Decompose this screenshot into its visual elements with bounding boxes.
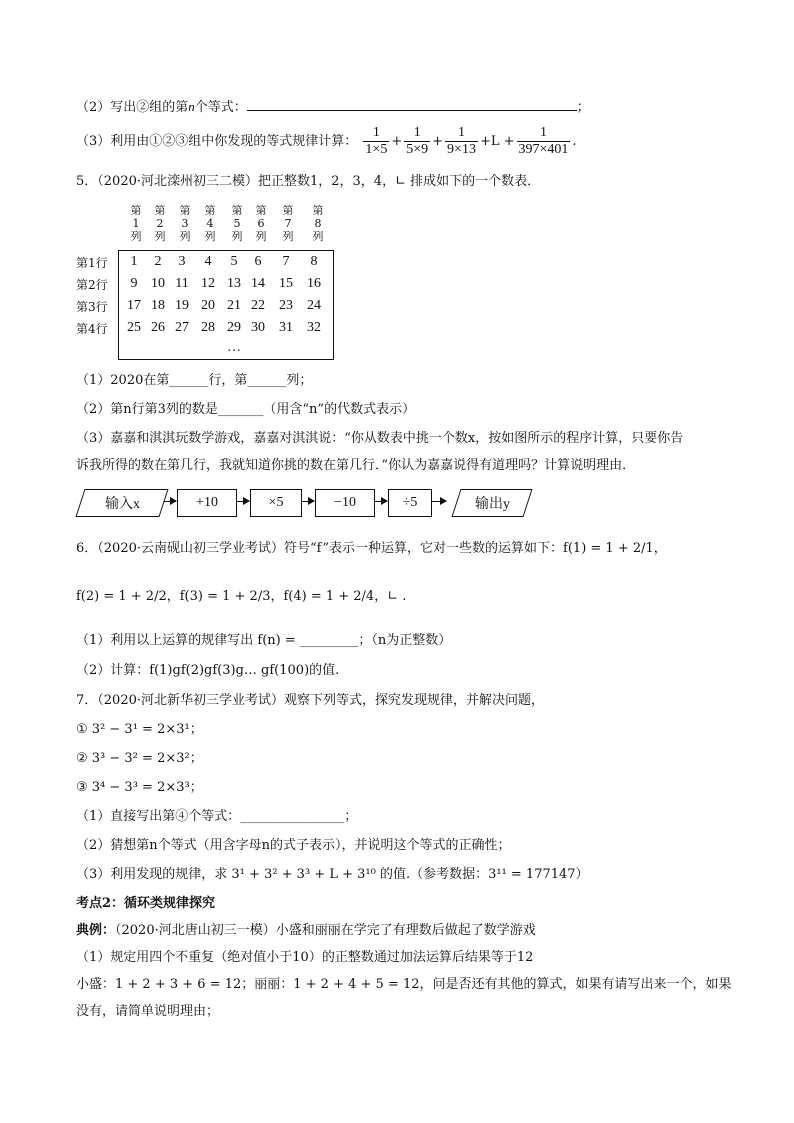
text: 1 <box>132 217 140 230</box>
row-label: 第3行 <box>76 300 108 314</box>
text: 列 <box>282 230 294 243</box>
table-ellipsis: … <box>227 340 241 355</box>
text: 7 <box>284 217 292 230</box>
text: 5 <box>233 217 241 230</box>
text: 列 <box>130 230 142 243</box>
flow-arrow <box>237 501 249 502</box>
table-cell: 29 <box>227 320 241 335</box>
denominator: 397×401 <box>518 142 569 157</box>
q7-equation-1: ① 3² − 3¹ = 2×3¹； <box>76 722 203 737</box>
row-label: 第1行 <box>76 256 108 270</box>
section-title: 考点2：循环类规律探究 <box>76 896 216 911</box>
numerator: 1 <box>539 125 547 140</box>
table-cell: 12 <box>201 276 215 291</box>
fraction <box>363 125 389 158</box>
text: 个等式： <box>194 100 247 115</box>
q5-part3-line2: 诉我所得的数在第几行，我就知道你挑的数在第几行．”你认为嘉嘉说得有道理吗？计算说明理由． <box>76 458 636 473</box>
table-cell: 11 <box>175 276 189 291</box>
plus: + <box>432 134 444 149</box>
flow-step <box>388 489 432 517</box>
table-cell: 13 <box>227 276 241 291</box>
table-cell: 10 <box>151 276 165 291</box>
table-cell: 8 <box>310 254 318 269</box>
text: 列 <box>231 230 243 243</box>
text: 第 <box>231 204 243 217</box>
table-cell: 6 <box>254 254 262 269</box>
table-cell: 19 <box>175 298 189 313</box>
ellipsis-plus: +L + <box>479 134 515 149</box>
col-header <box>309 204 327 243</box>
text: 第 <box>204 204 216 217</box>
q7-equation-3: ③ 3⁴ − 3³ = 2×3³； <box>76 780 203 795</box>
text: （2）写出②组的第 <box>76 100 189 115</box>
col-header <box>228 204 246 243</box>
col-header <box>279 204 297 243</box>
flow-arrow <box>432 501 446 502</box>
text: 第 <box>154 204 166 217</box>
example-label: 典例： <box>76 923 116 938</box>
period: . <box>572 134 577 149</box>
q7-equation-2: ② 3³ − 3² = 2×3²； <box>76 751 203 766</box>
numerator: 1 <box>413 125 421 140</box>
table-cell: 1 <box>130 254 138 269</box>
var-n: n <box>188 99 195 114</box>
q-prev-part3 <box>76 122 577 162</box>
example-line <box>76 922 536 940</box>
q6-part2: （2）计算：f(1)gf(2)gf(3)g… gf(100)的值. <box>76 663 340 678</box>
q7-part1: （1）直接写出第④个等式：________________； <box>76 809 358 824</box>
text: 4 <box>206 217 214 230</box>
table-cell: 14 <box>251 276 265 291</box>
table-cell: 9 <box>130 276 138 291</box>
text: 列 <box>179 230 191 243</box>
fraction <box>517 125 571 158</box>
table-cell: 15 <box>279 276 293 291</box>
text: 列 <box>204 230 216 243</box>
col-header <box>127 204 145 243</box>
table-cell: 28 <box>201 320 215 335</box>
flow-arrow <box>302 501 314 502</box>
text: −10 <box>334 495 356 510</box>
text: +10 <box>196 495 218 510</box>
table-cell: 27 <box>175 320 189 335</box>
table-cell: 25 <box>127 320 141 335</box>
plus: + <box>391 134 403 149</box>
col-header <box>176 204 194 243</box>
flow-input <box>75 489 168 517</box>
denominator: 9×13 <box>447 142 476 157</box>
example-text: （2020·河北唐山初三一模）小盛和丽丽在学完了有理数后做起了数学游戏 <box>115 923 536 938</box>
q6-examples: f(2) = 1 + 2/2，f(3) = 1 + 2/3，f(4) = 1 + 2/4，∟ . <box>76 589 407 604</box>
text: 第 <box>282 204 294 217</box>
q7-part3: （3）利用发现的规律，求 3¹ + 3² + 3³ + L + 3¹⁰ 的值.（参考数据：3¹¹ = 177147） <box>76 867 589 882</box>
answer-blank[interactable] <box>247 96 577 111</box>
text: 2 <box>156 217 164 230</box>
q6-stem: 6．（2020·云南砚山初三学业考试）符号“f”表示一种运算，它对一些数的运算如下：f(1) = 1 + 2/1， <box>76 541 667 556</box>
text: ×5 <box>268 495 284 510</box>
table-cell: 32 <box>307 320 321 335</box>
flow-arrow <box>375 501 387 502</box>
example-part1-line3: 没有，请简单说明理由； <box>76 1004 220 1019</box>
example-part1-line2: 小盛：1 + 2 + 3 + 6 = 12；丽丽：1 + 2 + 4 + 5 = 12，问是否还有其他的算式，如果有请写出来一个，如果 <box>76 977 732 992</box>
fraction <box>445 125 478 158</box>
denominator: 5×9 <box>406 142 429 157</box>
col-header <box>201 204 219 243</box>
text: 6 <box>257 217 265 230</box>
flow-step <box>315 489 375 517</box>
table-cell: 3 <box>178 254 186 269</box>
table-cell: 5 <box>230 254 238 269</box>
table-cell: 4 <box>204 254 212 269</box>
col-header <box>151 204 169 243</box>
q5-part2: （2）第n行第3列的数是_______（用含“n”的代数式表示） <box>76 402 416 417</box>
col-header <box>252 204 270 243</box>
table-cell: 23 <box>279 298 293 313</box>
table-cell: 24 <box>307 298 321 313</box>
row-label: 第2行 <box>76 278 108 292</box>
text: 输入x <box>104 497 140 512</box>
flow-step <box>177 489 237 517</box>
text: ÷5 <box>402 495 418 510</box>
example-part1: （1）规定用四个不重复（绝对值小于10）的正整数通过加法运算后结果等于12 <box>76 950 534 965</box>
table-cell: 16 <box>307 276 321 291</box>
table-cell: 7 <box>282 254 290 269</box>
numerator: 1 <box>372 125 380 140</box>
text: 列 <box>154 230 166 243</box>
text: 第 <box>130 204 142 217</box>
table-cell: 26 <box>151 320 165 335</box>
q7-stem: 7．（2020·河北新华初三学业考试）观察下列等式，探究发现规律，并解决问题， <box>76 693 544 708</box>
q-prev-part2 <box>76 96 590 117</box>
denominator: 1×5 <box>365 142 388 157</box>
text: 列 <box>312 230 324 243</box>
text: 第 <box>255 204 267 217</box>
table-cell: 21 <box>227 298 241 313</box>
fraction <box>404 125 430 158</box>
text: 3 <box>181 217 189 230</box>
text: （3）利用由①②③组中你发现的等式规律计算： <box>76 134 358 149</box>
text: 8 <box>314 217 322 230</box>
q7-part2: （2）猜想第n个等式（用含字母n的式子表示），并说明这个等式的正确性； <box>76 838 511 853</box>
q5-part3-line1: （3）嘉嘉和淇淇玩数学游戏，嘉嘉对淇淇说：“你从数表中挑一个数x，按如图所示的程序计算，只要你告 <box>76 431 684 446</box>
table-cell: 20 <box>201 298 215 313</box>
text: 输出y <box>474 497 510 512</box>
table-cell: 18 <box>151 298 165 313</box>
text: 第 <box>179 204 191 217</box>
numerator: 1 <box>458 125 465 140</box>
q6-part1: （1）利用以上运算的规律写出 f(n) = _________；（n为正整数） <box>76 633 452 648</box>
row-label: 第4行 <box>76 322 108 336</box>
text: ； <box>576 100 590 115</box>
q5-part1: （1）2020在第______行，第______列； <box>76 373 313 388</box>
text: 第 <box>312 204 324 217</box>
q5-stem: 5．（2020·河北滦州初三二模）把正整数1，2，3，4，∟ 排成如下的一个数表． <box>76 174 541 189</box>
table-cell: 22 <box>251 298 265 313</box>
text: 列 <box>255 230 267 243</box>
flow-arrow <box>164 501 176 502</box>
table-cell: 2 <box>154 254 162 269</box>
flow-step <box>250 489 302 517</box>
flow-output <box>451 489 532 517</box>
table-cell: 31 <box>279 320 293 335</box>
table-cell: 30 <box>251 320 265 335</box>
table-cell: 17 <box>127 298 141 313</box>
